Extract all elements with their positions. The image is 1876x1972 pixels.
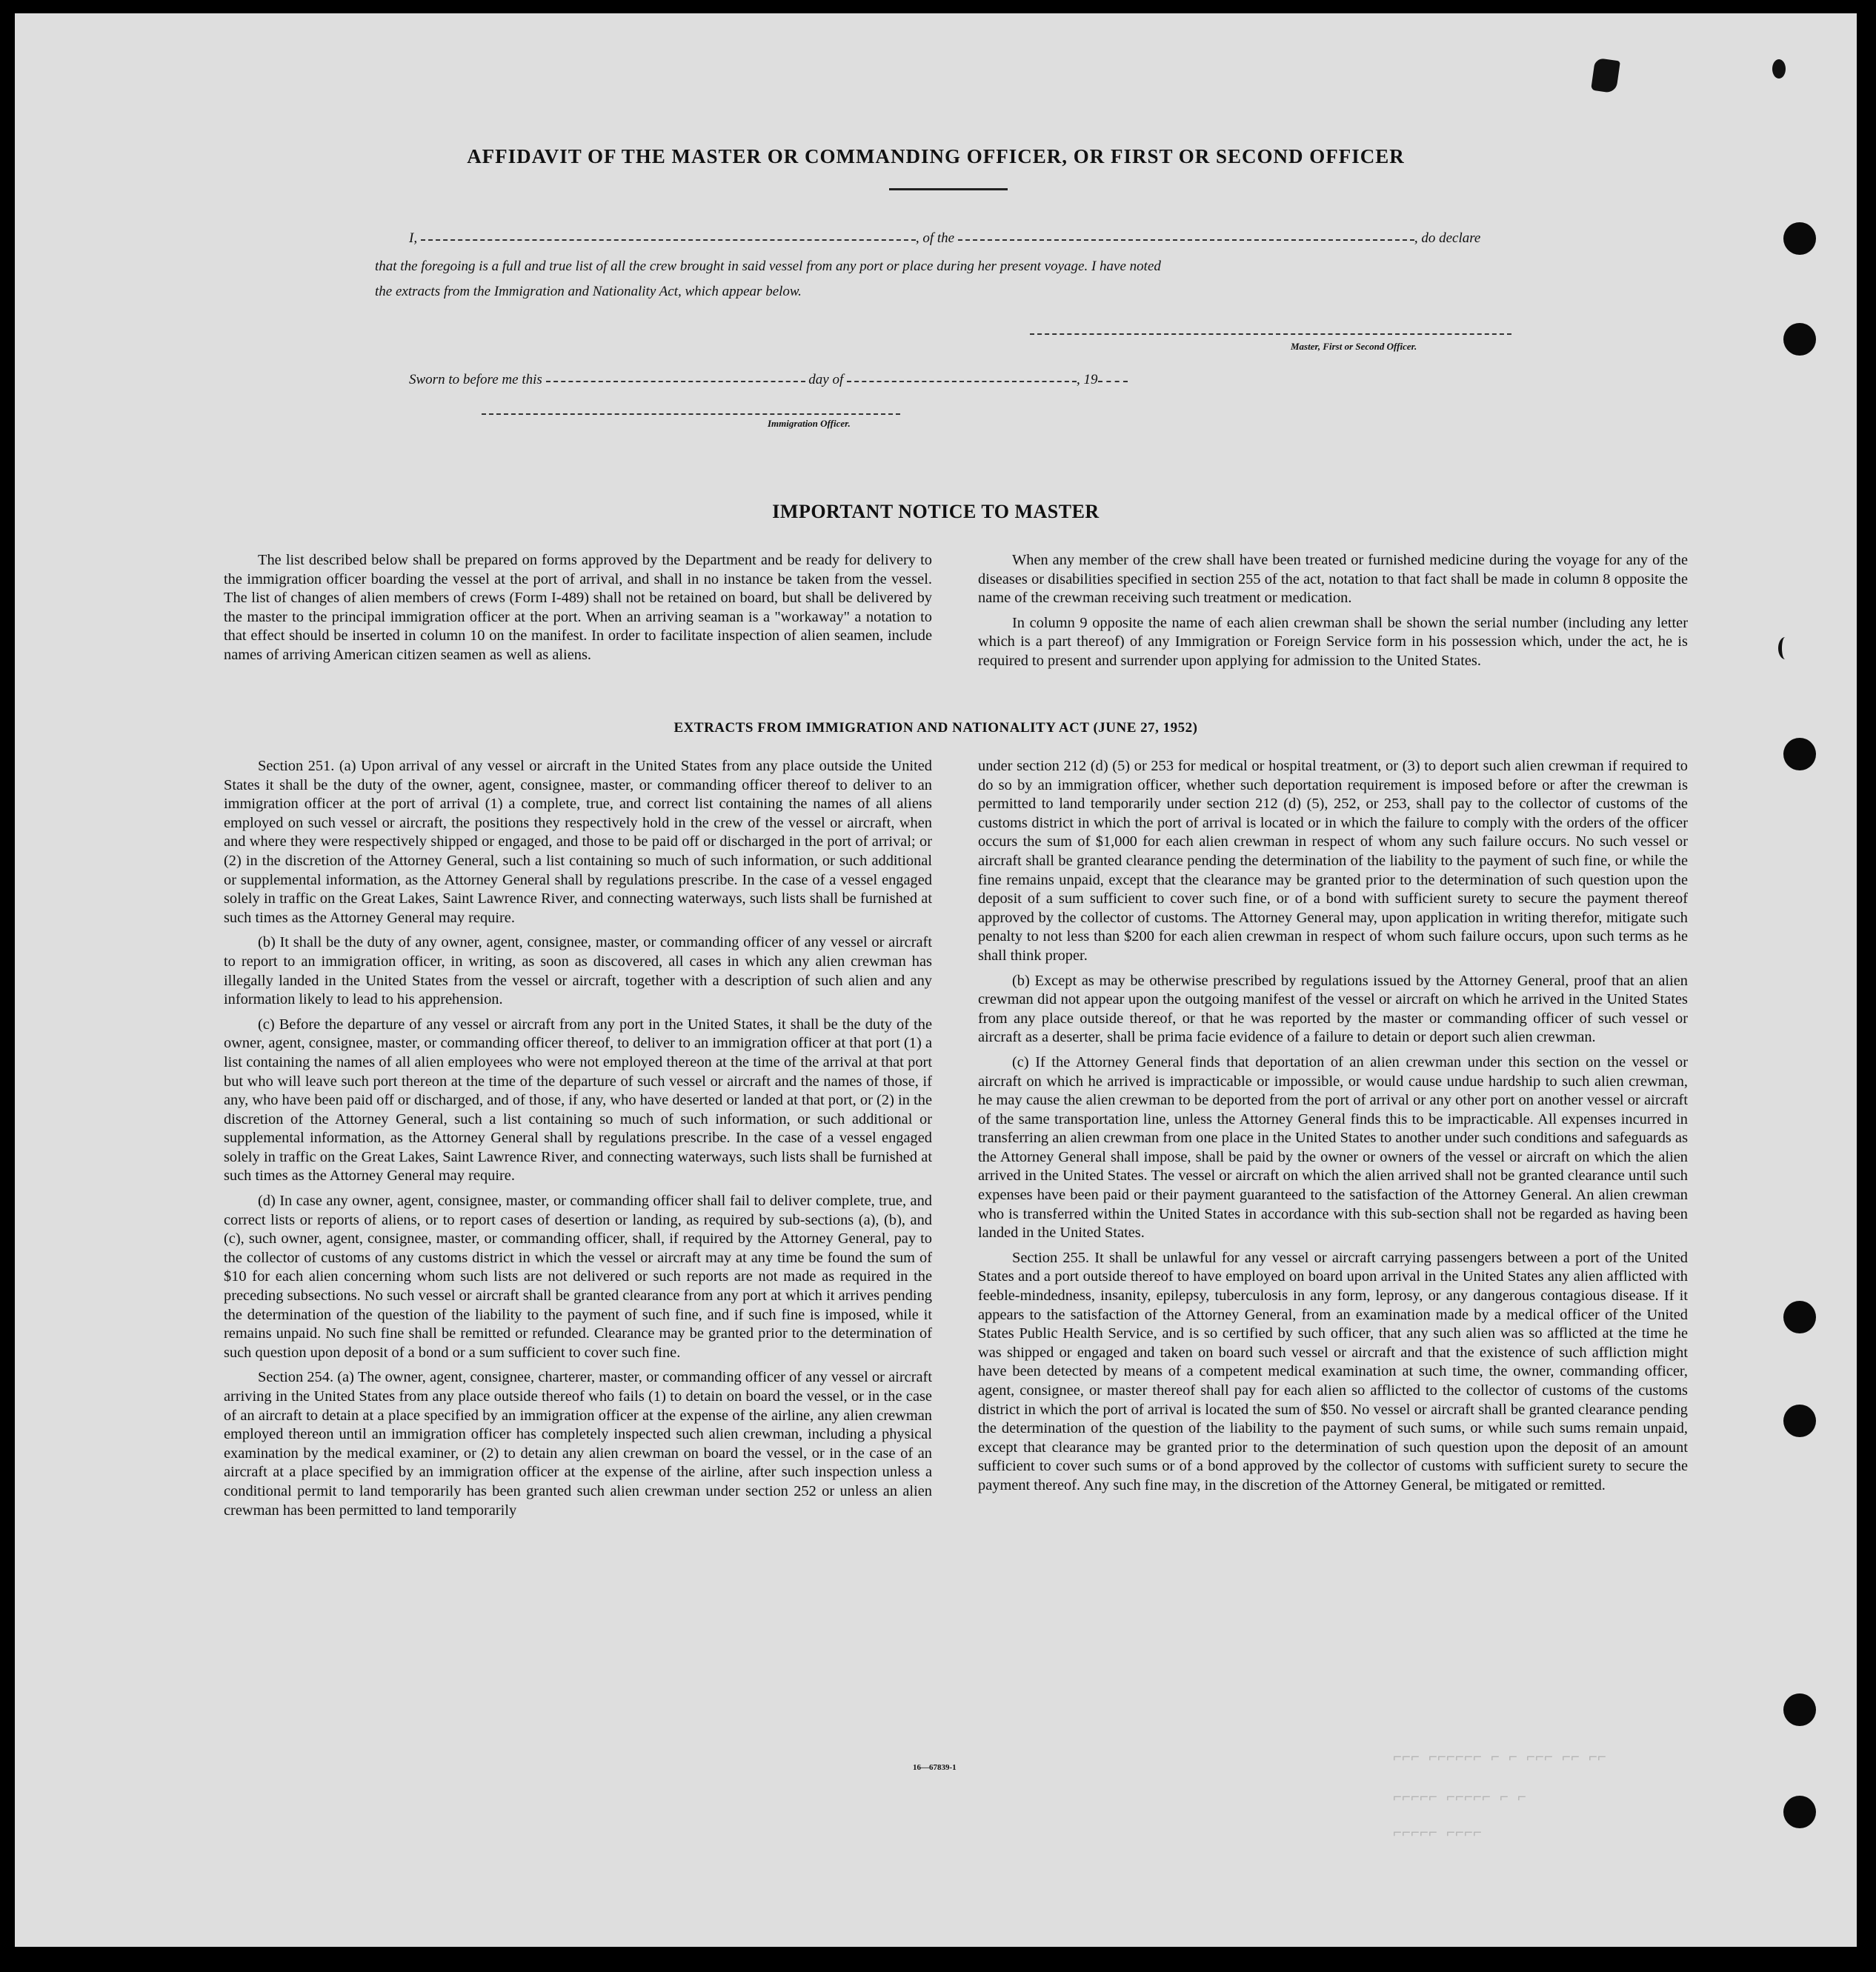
notice-right-paragraph-1: When any member of the crew shall have been treated or furnished medicine during the voyage for any of the diseases or disabilities specified in section 255 of the act, notation to that fact shall be made in column 8 opposite the name of the crewman receiving such treatment or medication. [978, 552, 1688, 607]
extracts-right-column [978, 757, 1688, 1502]
extracts-left-column [224, 757, 932, 1526]
section-254a-continued: under section 212 (d) (5) or 253 for medical or hospital treatment, or (3) to deport such alien crewman if required to do so by an immigration officer, whether such deportation requirement is imposed before or after the crewman is permitted to land temporarily under section 212 (d) (5), 252, or 253, shall pay to the collector of customs of the customs district in which the port of arrival is located or in which the failure to comply with the orders of the officer occurs the sum of $1,000 for each alien crewman in respect of whom any such failure occurs. No such vessel or aircraft shall be granted clearance pending the determination of the liability to the payment of such fine, or while the fine remains unpaid, except that the clearance may be granted prior to the determination of such question upon the deposit of a sum sufficient to cover such fine, or of a bond with sufficient surety to secure the payment thereof approved by the collector of customs. The Attorney General may, upon application in writing therefor, mitigate such penalty to not less than $200 for each alien crewman in respect of whom such failure occurs, upon such terms as he shall think proper. [978, 758, 1688, 964]
section-251a: Section 251. (a) Upon arrival of any vessel or aircraft in the United States from any place outside the United States it shall be the duty of the owner, agent, consignee, master, or commanding officer thereof to deliver to an immigration officer at the port of arrival (1) a complete, true, and correct list containing the names of all aliens employed on such vessel or aircraft, the positions they respectively hold in the crew of the vessel or aircraft, when and where they were respectively shipped or engaged, and those to be paid off or discharged in the port of arrival; or (2) in the discretion of the Attorney General, such a list containing so much of such information, or such additional or supplemental information, as the Attorney General shall by regulations prescribe. In the case of a vessel engaged solely in traffic on the Great Lakes, Saint Lawrence River, and connecting waterways, such lists shall be furnished at such times as the Attorney General may require. [224, 758, 932, 926]
bleed-through-row: ⌐⌐⌐⌐⌐ ⌐⌐⌐⌐ [1393, 1825, 1483, 1842]
punch-hole [1783, 222, 1816, 255]
punch-hole [1783, 1405, 1816, 1437]
sworn-line [409, 372, 1128, 388]
bleed-through-row: ⌐⌐⌐ ⌐⌐⌐⌐⌐⌐ ⌐ ⌐ ⌐⌐⌐ ⌐⌐ ⌐⌐ [1393, 1750, 1607, 1767]
form-code: 16—67839-1 [913, 1763, 957, 1772]
master-signature-label: Master, First or Second Officer. [1291, 341, 1417, 352]
immigration-officer-label: Immigration Officer. [768, 418, 851, 429]
punch-hole [1783, 1796, 1816, 1828]
sworn-prefix: Sworn to before me this [409, 372, 542, 387]
section-251b: (b) It shall be the duty of any owner, agent, consignee, master, or commanding officer of any vessel or aircraft to report to an immigration officer, in writing, as soon as discovered, all cases in which any alien crewman has illegally landed in the United States from the vessel or aircraft, together with a description of such alien and any information likely to lead to his apprehension. [224, 934, 932, 1008]
name-blank[interactable] [421, 239, 916, 241]
punch-hole [1783, 1301, 1816, 1333]
declaration-line-3: the extracts from the Immigration and Nationality Act, which appear below. [375, 284, 802, 299]
bracket-mark [1778, 637, 1792, 659]
notice-right-paragraph-2: In column 9 opposite the name of each alien crewman shall be shown the serial number (including any letter which is a part thereof) of any Immigration or Foreign Service form in his possession which, under the act, he is required to present and surrender upon applying for admission to the United States. [978, 614, 1688, 669]
section-254b: (b) Except as may be otherwise prescribed by regulations issued by the Attorney General, proof that an alien crewman did not appear upon the outgoing manifest of the vessel or aircraft on which he arrived in the United States from any place outside thereof, or that he was reported by the master or commanding officer of such vessel or aircraft as a deserter, shall be prima facie evidence of a failure to detain or deport such alien crewman. [978, 972, 1688, 1046]
declaration-of-the: , of the [915, 230, 955, 246]
sworn-year-blank[interactable] [1098, 381, 1128, 382]
declaration-i: I, [409, 230, 418, 246]
ink-blot-mark [1772, 59, 1786, 79]
punch-hole [1783, 323, 1816, 356]
declaration-do-declare: , do declare [1414, 230, 1481, 246]
immigration-officer-signature-line[interactable] [482, 413, 900, 415]
extracts-title: EXTRACTS FROM IMMIGRATION AND NATIONALITY ACT (JUNE 27, 1952) [673, 720, 1198, 736]
section-251c: (c) Before the departure of any vessel or aircraft from any port in the United States, it shall be the duty of the owner, agent, consignee, master, or commanding officer thereof, to deliver to an immigration officer at that port (1) a list containing the names of all alien employees who were not employed thereon at the time of the arrival at that port but who will leave such port thereon at the time of the departure of such vessel or aircraft and the names of those, if any, who have been paid off or discharged, and of those, if any, who have deserted or landed at that port, or (2) in the discretion of the Attorney General, such a list containing so much of such information, or such additional or supplemental information, as the Attorney General shall by regulations prescribe. In the case of a vessel engaged solely in traffic on the Great Lakes, Saint Lawrence River, and connecting waterways, such lists shall be furnished at such times as the Attorney General may require. [224, 1016, 932, 1185]
punch-hole [1783, 738, 1816, 770]
sworn-day-of: day of [808, 372, 844, 387]
section-254c: (c) If the Attorney General finds that deportation of an alien crewman under this section on the vessel or aircraft on which he arrived is impracticable or impossible, or would cause undue hardship to such alien crewman, he may cause the alien crewman to be deported from the port of arrival or any other port on another vessel or aircraft of the same transportation line, unless the Attorney General finds this to be impracticable. All expenses incurred in transferring an alien crewman from one place in the United States to another under such conditions and safeguards as the Attorney General shall impose, shall be paid by the owner or owners of the vessel or aircraft on which the alien arrived in the United States. The vessel or aircraft on which the alien arrived shall not be granted clearance until such expenses have been paid or their payment guaranteed to the satisfaction of the Attorney General. An alien crewman who is transferred within the United States in accordance with this sub-section shall not be regarded as having been landed in the United States. [978, 1053, 1688, 1242]
declaration-line-2: that the foregoing is a full and true list of all the crew brought in said vessel from any port or place during her present voyage. I have noted [375, 259, 1161, 274]
sworn-month-blank[interactable] [847, 381, 1077, 382]
section-254a: Section 254. (a) The owner, agent, consignee, charterer, master, or commanding officer of any vessel or aircraft arriving in the United States from any place outside thereof who fails (1) to detain on board the vessel, or in the case of an aircraft to detain at a place specified by an immigration officer at the expense of the airline, any alien crewman employed thereon until an immigration officer has completely inspected such alien crewman, including a physical examination by the medical examiner, or (2) to detain any alien crewman on board the vessel, or in the case of an aircraft at a place specified by an immigration officer at the expense of the airline, after such inspection unless a conditional permit to land temporarily has been granted such alien crewman under section 252 or unless an alien crewman has been permitted to land temporarily [224, 1369, 932, 1519]
notice-title: IMPORTANT NOTICE TO MASTER [772, 501, 1100, 522]
notice-left-paragraph: The list described below shall be prepared on forms approved by the Department and be ready for delivery to the immigration officer boarding the vessel at the port of arrival, and shall in no instance be taken from the vessel. The list of changes of alien members of crews (Form I-489) shall not be retained on board, but shall be delivered by the master to the principal immigration officer at the port. When an arriving seaman is a "workaway" a notation to that effect should be inserted in column 10 on the manifest. In order to facilitate inspection of alien seamen, include names of arriving American citizen seamen as well as aliens. [224, 552, 932, 663]
sworn-year-prefix: , 19 [1077, 372, 1098, 387]
vessel-blank[interactable] [958, 239, 1414, 241]
punch-hole [1783, 1693, 1816, 1726]
declaration-line [409, 230, 1480, 247]
master-signature-line[interactable] [1030, 333, 1511, 335]
notice-left-column [224, 551, 932, 671]
bleed-through-row: ⌐⌐⌐⌐⌐ ⌐⌐⌐⌐⌐ ⌐ ⌐ [1393, 1790, 1527, 1807]
title-rule [889, 188, 1008, 190]
section-255: Section 255. It shall be unlawful for any vessel or aircraft carrying passengers between a port of the United States and a port outside thereof to have employed on board upon arrival in the United States any alien afflicted with feeble-mindedness, insanity, epilepsy, tuberculosis in any form, leprosy, or any dangerous contagious disease. If it appears to the satisfaction of the Attorney General, from an examination made by a medical officer of the United States Public Health Service, and is so certified by such officer, that any such alien was so afflicted at the time he was shipped or engaged and taken on board such vessel or aircraft and that the existence of such affliction might have been detected by means of a competent medical examination at such time, the owner, commanding officer, agent, consignee, or master thereof shall pay for each alien so afflicted to the collector of customs of the customs district in which the port of arrival is located the sum of $50. No vessel or aircraft shall be granted clearance pending the determination of the question of the liability to the payment of such sums, or while such sums remain unpaid, except that clearance may be granted prior to the determination of such question upon the deposit of an amount sufficient to cover such sums or of a bond approved by the collector of customs with sufficient surety to secure the payment thereof. Any such fine may, in the discretion of the Attorney General, be mitigated or remitted. [978, 1249, 1688, 1493]
form-paper [15, 13, 1857, 1947]
ink-blot-mark [1591, 58, 1620, 93]
sworn-day-blank[interactable] [546, 381, 805, 382]
notice-right-column [978, 551, 1688, 677]
affidavit-title: AFFIDAVIT OF THE MASTER OR COMMANDING OFFICER, OR FIRST OR SECOND OFFICER [467, 145, 1405, 167]
section-251d: (d) In case any owner, agent, consignee, master, or commanding officer shall fail to deliver complete, true, and correct lists or reports of aliens, or to report cases of desertion or landing, as required by sub-sections (a), (b), and (c), such owner, agent, consignee, master, or commanding officer, shall, if required by the Attorney General, pay to the collector of customs of any customs district in which the vessel or aircraft may at any time be found the sum of $10 for each alien concerning whom such lists are not delivered or such reports are not made as required in the preceding subsections. No such vessel or aircraft shall be granted clearance from any port at which it arrives pending the determination of the question of the liability to the payment of such fine, and if such fine is imposed, while it remains unpaid. No such fine shall be remitted or refunded. Clearance may be granted prior to the determination of such question upon deposit of a bond or a sum sufficient to cover such fine. [224, 1193, 932, 1361]
